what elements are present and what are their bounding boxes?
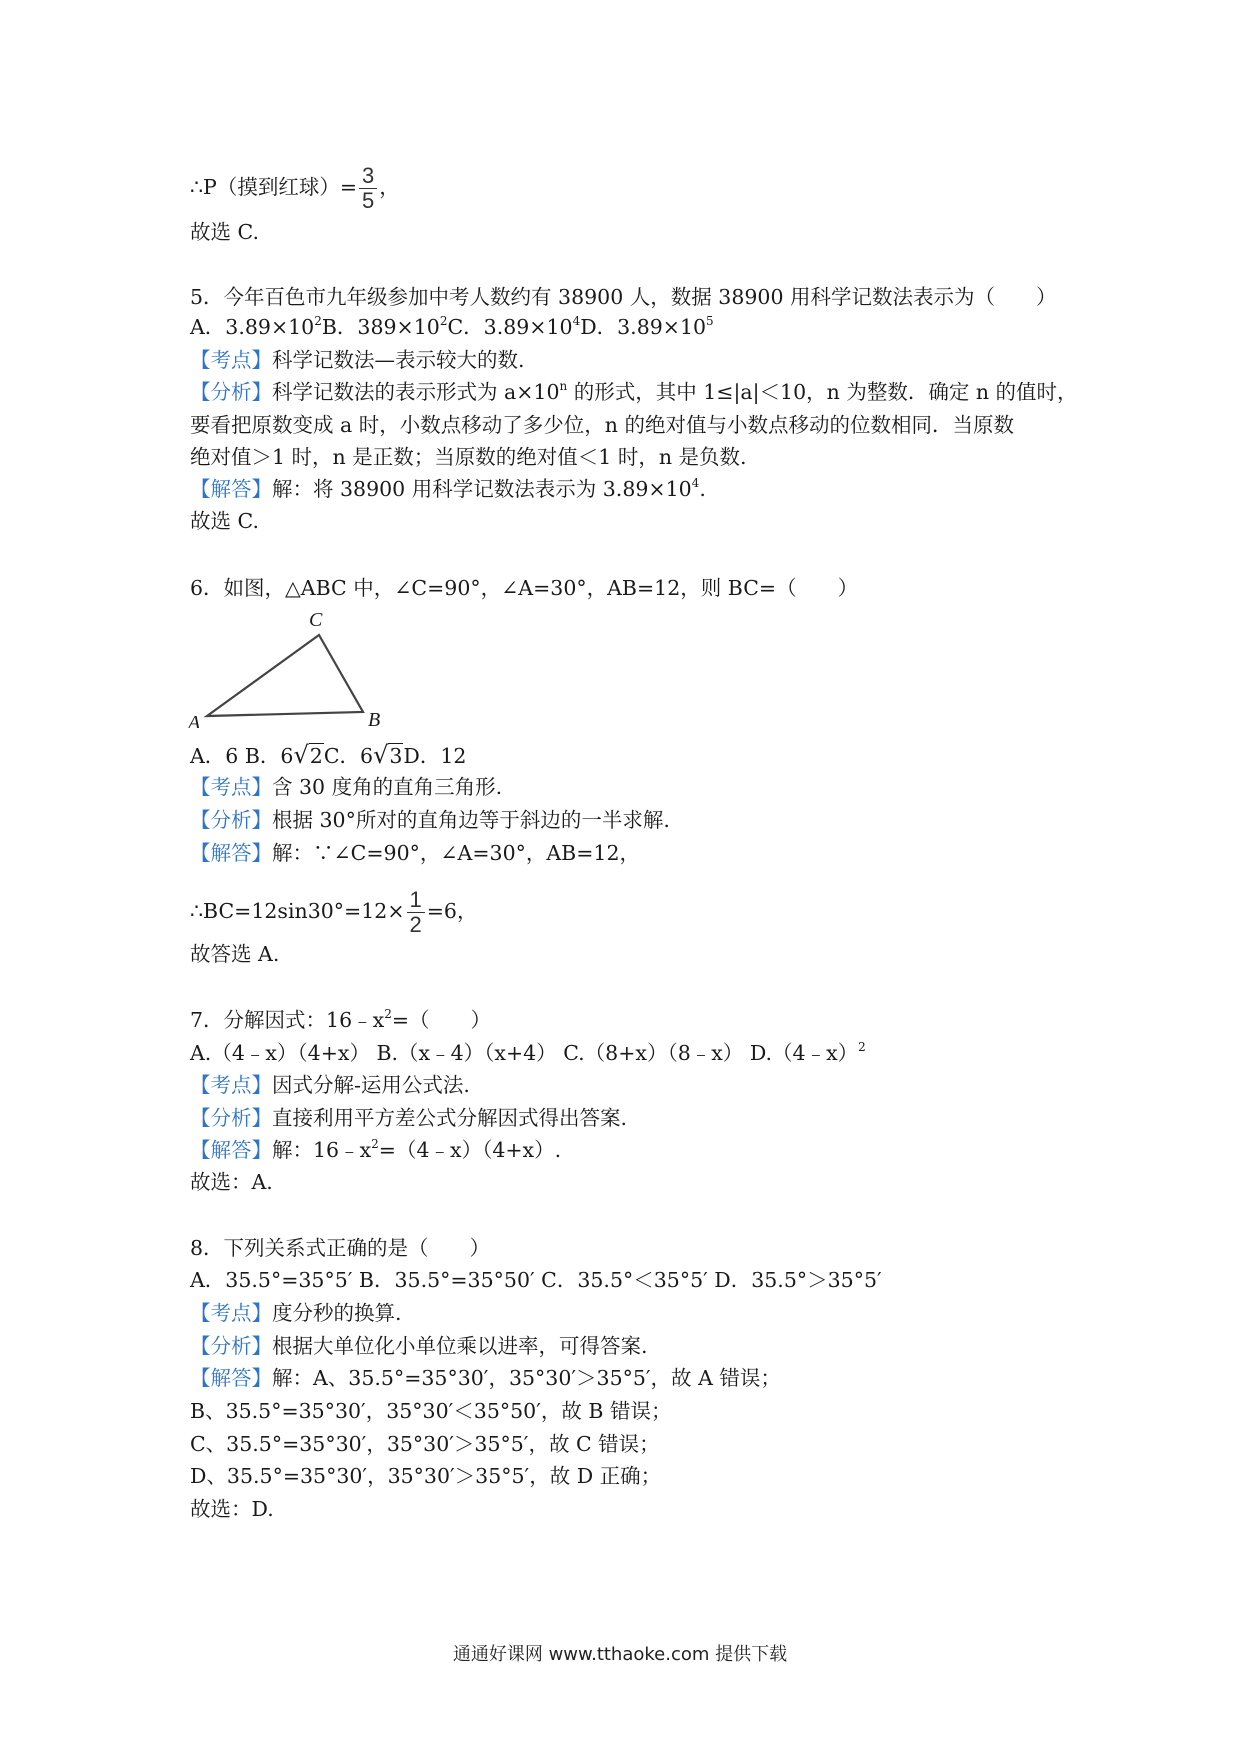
- q5-fenxi-1: [190, 378, 1078, 406]
- q6-kaodian-text: 含 30 度角的直角三角形.: [272, 775, 503, 799]
- q8-jieda: [190, 1364, 781, 1392]
- q7-stem: [190, 1006, 491, 1034]
- q6-frac-num: 1: [407, 888, 425, 913]
- triangle-abc-figure: [185, 608, 395, 728]
- q6-sqrt-2: √2: [293, 741, 323, 769]
- q5-jieda-exp: 4: [691, 476, 700, 490]
- q5-option-c: C．3.89×10: [447, 315, 573, 339]
- q5-fenxi-tag: 【分析】: [190, 380, 272, 404]
- q7-stem-b: =（ ）: [391, 1008, 492, 1032]
- q7-jieda-a: 解：16﹣x: [272, 1138, 372, 1162]
- q6-radicand-1: 2: [309, 744, 323, 768]
- q5-kaodian-tag: 【考点】: [190, 348, 272, 372]
- q6-choice: 故答选 A.: [190, 942, 280, 966]
- q8-line-b: B、35.5°=35°30′，35°30′＜35°50′，故 B 错误；: [190, 1399, 672, 1423]
- q5-option-a: A．3.89×10: [190, 315, 315, 339]
- q5-option-c-exp: 4: [572, 314, 581, 328]
- q8-stem: 8．下列关系式正确的是（ ）: [190, 1236, 491, 1260]
- q6-fenxi-tag: 【分析】: [190, 808, 272, 832]
- q8-fenxi-text: 根据大单位化小单位乘以进率，可得答案.: [272, 1334, 648, 1358]
- q7-kaodian-tag: 【考点】: [190, 1073, 272, 1097]
- triangle-label-c: C: [309, 609, 323, 631]
- q6-stem: 6．如图，△ABC 中，∠C=90°，∠A=30°，AB=12，则 BC=（ ）: [190, 576, 859, 600]
- p4-frac-num: 3: [359, 164, 377, 189]
- q5-fenxi-1a: 科学记数法的表示形式为 a×10: [272, 380, 560, 404]
- p4-result-suffix: ，: [379, 175, 400, 199]
- q7-kaodian: [190, 1071, 470, 1099]
- q8-kaodian-tag: 【考点】: [190, 1301, 272, 1325]
- q6-options-ab: A．6 B．6: [190, 744, 294, 768]
- q5-fenxi-exp: n: [559, 379, 568, 393]
- q5-stem: 5．今年百色市九年级参加中考人数约有 38900 人，数据 38900 用科学记数法表示为（ ）: [190, 285, 1057, 309]
- q7-fenxi: [190, 1104, 627, 1132]
- q6-kaodian-tag: 【考点】: [190, 775, 272, 799]
- q5-jieda-b: .: [699, 477, 706, 501]
- q6-fenxi: [190, 806, 670, 834]
- q5-option-d: D．3.89×10: [580, 315, 707, 339]
- q5-option-b-exp: 2: [439, 314, 448, 328]
- q8-line-d: D、35.5°=35°30′，35°30′＞35°5′，故 D 正确；: [190, 1464, 662, 1488]
- q8-kaodian-text: 度分秒的换算.: [272, 1301, 402, 1325]
- q8-fenxi: [190, 1332, 648, 1360]
- q6-jieda: [190, 839, 640, 867]
- q5-option-d-exp: 5: [706, 314, 714, 328]
- q7-choice: 故选：A.: [190, 1170, 273, 1194]
- q7-jieda-exp: 2: [371, 1137, 379, 1151]
- q7-stem-exp: 2: [384, 1007, 392, 1021]
- q5-kaodian-text: 科学记数法—表示较大的数.: [272, 348, 525, 372]
- q8-options: A．35.5°=35°5′ B．35.5°=35°50′ C．35.5°＜35°5′ D．35.5°＞35°5′: [190, 1268, 882, 1292]
- q5-option-a-exp: 2: [314, 314, 322, 328]
- triangle-label-b: B: [368, 709, 381, 728]
- q5-fenxi-3: 绝对值＞1 时，n 是正数；当原数的绝对值＜1 时，n 是负数.: [190, 445, 747, 469]
- p4-fraction: [359, 164, 377, 213]
- q5-kaodian: [190, 346, 525, 374]
- q8-kaodian: [190, 1299, 402, 1327]
- q7-fenxi-text: 直接利用平方差公式分解因式得出答案.: [272, 1106, 628, 1130]
- q5-jieda-a: 解：将 38900 用科学记数法表示为 3.89×10: [272, 477, 692, 501]
- q6-options: [190, 741, 466, 770]
- triangle-label-a: A: [188, 712, 201, 728]
- q8-fenxi-tag: 【分析】: [190, 1334, 272, 1358]
- q6-frac-den: 2: [409, 912, 422, 937]
- q8-jieda-text: 解：A、35.5°=35°30′，35°30′＞35°5′，故 A 错误；: [272, 1366, 781, 1390]
- q7-stem-a: 7．分解因式：16﹣x: [190, 1008, 385, 1032]
- q7-options: [190, 1039, 866, 1067]
- q5-jieda: [190, 475, 706, 503]
- q8-line-c: C、35.5°=35°30′，35°30′＞35°5′，故 C 错误；: [190, 1432, 660, 1456]
- q8-jieda-tag: 【解答】: [190, 1366, 272, 1390]
- q7-kaodian-text: 因式分解-运用公式法.: [272, 1073, 470, 1097]
- q5-fenxi-1b: 的形式，其中 1≤|a|＜10，n 为整数．确定 n 的值时，: [567, 380, 1078, 404]
- q6-calc-prefix: ∴BC=12sin30°=12×: [190, 899, 405, 923]
- q5-choice: 故选 C.: [190, 509, 259, 533]
- q6-calc-suffix: =6，: [426, 899, 478, 923]
- q5-option-b: B．389×10: [321, 315, 440, 339]
- p4-choice: 故选 C.: [190, 220, 259, 244]
- q5-fenxi-2: 要看把原数变成 a 时，小数点移动了多少位，n 的绝对值与小数点移动的位数相同．当原数: [190, 413, 1014, 437]
- q6-kaodian: [190, 773, 502, 801]
- q7-jieda-b: =（4﹣x）（4+x）.: [378, 1138, 562, 1162]
- p4-result-line: [190, 164, 400, 213]
- q5-options: [190, 313, 714, 341]
- q6-option-d: D．12: [403, 744, 467, 768]
- q6-fenxi-text: 根据 30°所对的直角边等于斜边的一半求解.: [272, 808, 670, 832]
- q5-jieda-tag: 【解答】: [190, 477, 272, 501]
- q6-jieda-tag: 【解答】: [190, 841, 272, 865]
- q7-options-text: A.（4﹣x）（4+x） B.（x﹣4）（x+4） C.（8+x）（8﹣x） D.（4﹣x）: [190, 1041, 859, 1065]
- q7-jieda: [190, 1136, 561, 1164]
- q8-choice: 故选：D.: [190, 1497, 274, 1521]
- q6-radicand-2: 3: [389, 744, 403, 768]
- q6-fraction: [407, 888, 425, 937]
- q7-jieda-tag: 【解答】: [190, 1138, 272, 1162]
- p4-result-prefix: ∴P（摸到红球）=: [190, 175, 358, 199]
- p4-frac-den: 5: [362, 188, 375, 213]
- q6-jieda-text: 解：∵∠C=90°，∠A=30°，AB=12，: [272, 841, 640, 865]
- q7-fenxi-tag: 【分析】: [190, 1106, 272, 1130]
- q7-options-exp: 2: [858, 1040, 866, 1054]
- page-footer: 通通好课网 www.tthaoke.com 提供下载: [452, 1644, 788, 1665]
- q6-sqrt-3: √3: [373, 741, 403, 769]
- q6-calc: [190, 888, 477, 937]
- triangle-abc: [207, 635, 363, 716]
- q6-option-c: C．6: [323, 744, 374, 768]
